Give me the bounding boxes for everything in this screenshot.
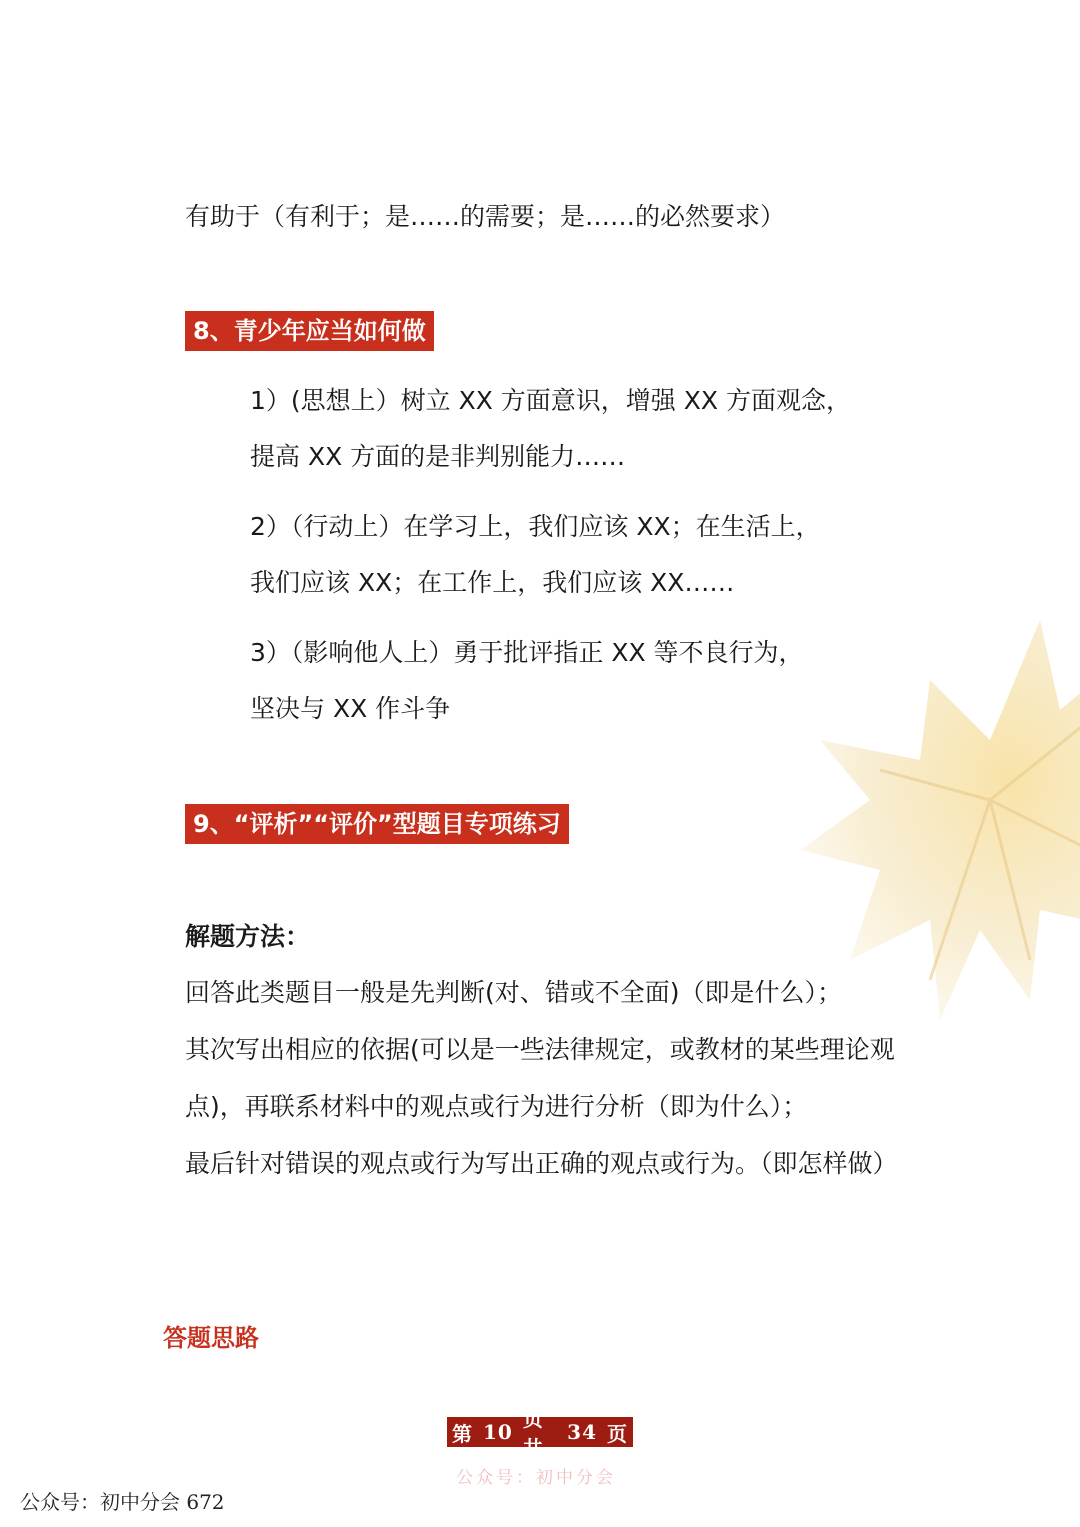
method-line-1: 回答此类题目一般是先判断(对、错或不全面)（即是什么）； xyxy=(185,978,843,1007)
item-3-line-1: 3）（影响他人上）勇于批评指正 XX 等不良行为， xyxy=(250,638,804,667)
method-line-3: 点)，再联系材料中的观点或行为进行分析（即为什么）； xyxy=(185,1092,808,1121)
item-2-line-2: 我们应该 XX；在工作上，我们应该 XX…… xyxy=(250,568,735,597)
pager-middle: 页 共 xyxy=(522,1407,544,1460)
pager-prefix: 第 xyxy=(452,1421,473,1446)
method-line-2: 其次写出相应的依据(可以是一些法律规定，或教材的某些理论观 xyxy=(185,1035,895,1064)
method-line-4: 最后针对错误的观点或行为写出正确的观点或行为。（即怎样做） xyxy=(185,1149,898,1178)
section-8-heading: 8、青少年应当如何做 xyxy=(185,311,434,351)
pager-current-page: 10 xyxy=(483,1420,513,1444)
intro-line: 有助于（有利于；是……的需要；是……的必然要求） xyxy=(185,202,786,231)
item-1-line-2: 提高 XX 方面的是非判别能力…… xyxy=(250,442,626,471)
section-9-heading: 9、“评析”“评价”型题目专项练习 xyxy=(185,804,569,844)
pager-total-pages: 34 xyxy=(567,1420,597,1444)
watermark-text: 公众号：初中分会 xyxy=(456,1468,616,1488)
account-caption: 公众号：初中分会 672 xyxy=(20,1490,225,1514)
item-3-line-2: 坚决与 XX 作斗争 xyxy=(250,694,451,723)
item-2-line-1: 2）（行动上）在学习上，我们应该 XX；在生活上， xyxy=(250,512,821,541)
page-indicator xyxy=(447,1407,633,1460)
item-1-line-1: 1）(思想上）树立 XX 方面意识，增强 XX 方面观念， xyxy=(250,386,851,415)
method-label: 解题方法： xyxy=(185,922,311,951)
pager-suffix: 页 xyxy=(607,1421,628,1446)
answer-approach-label: 答题思路 xyxy=(163,1324,259,1352)
